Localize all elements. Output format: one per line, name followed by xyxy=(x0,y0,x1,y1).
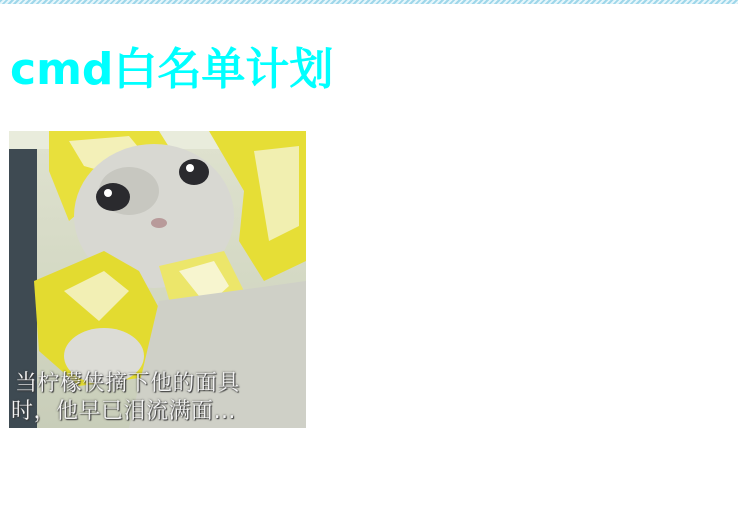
cat-right-eye xyxy=(179,159,209,185)
cat-nose xyxy=(151,218,167,228)
right-eye-shine xyxy=(186,164,194,172)
cat-left-eye xyxy=(96,183,130,211)
page-title: cmd白名单计划 xyxy=(10,44,334,95)
crying-cat-lemon-meme-image xyxy=(9,131,306,428)
left-eye-shine xyxy=(104,189,112,197)
top-border-divider xyxy=(0,0,738,4)
meme-caption-line-2: 时，他早已泪流满面… xyxy=(11,399,237,424)
meme-caption-line-1: 当柠檬侠摘下他的面具 xyxy=(15,371,241,396)
